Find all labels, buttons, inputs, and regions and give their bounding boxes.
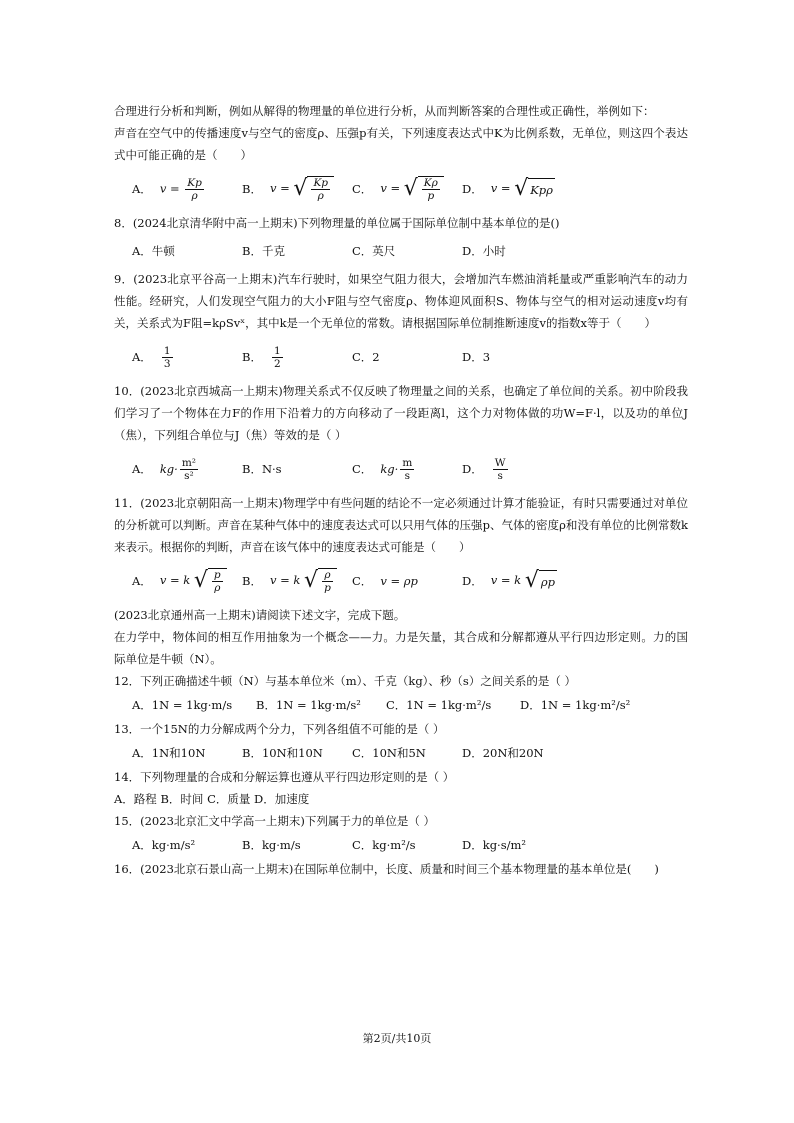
fraction: $\frac{m}{s}$ [402, 456, 413, 482]
q8-option-c[interactable]: C．英尺 [352, 244, 396, 258]
q9-option-d[interactable]: D．3 [462, 350, 491, 364]
fraction: $\frac{\text{m²}}{\text{s²}}$ [181, 456, 196, 482]
q9-option-c[interactable]: C．2 [352, 350, 380, 364]
question-8: 8．(2024北京清华附中高一上期末)下列物理量的单位属于国际单位制中基本单位的是() [114, 216, 560, 230]
q11-option-d[interactable]: D． v = k √ ρp [462, 568, 555, 594]
q10-option-a[interactable]: A． kg· $\frac{\text{m²}}{\text{s²}}$ [132, 456, 196, 482]
q12-option-a[interactable]: A．1N = 1kg·m/s [132, 698, 233, 712]
question-16: 16．(2023北京石景山高一上期末)在国际单位制中，长度、质量和时间三个基本物理量的基本单位是( ) [114, 862, 659, 876]
intro-option-d[interactable]: D． v = √ Kpρ [462, 176, 553, 202]
q15-option-a[interactable]: A．kg·m/s² [132, 838, 196, 852]
q8-options [132, 238, 688, 264]
intro-option-a[interactable]: A． v = $\frac{Kp}{\rho}$ [132, 177, 242, 202]
q8-option-b[interactable]: B．千克 [242, 244, 285, 258]
q12-option-b[interactable]: B．1N = 1kg·m/s² [256, 698, 361, 712]
q13-options [132, 740, 688, 766]
q10-option-d[interactable]: D． $\frac{W}{s}$ [462, 456, 506, 482]
q13-option-b[interactable]: B．10N和10N [242, 746, 323, 760]
intro-options [132, 170, 688, 208]
intro-question: 声音在空气中的传播速度v与空气的密度ρ、压强p有关，下列速度表达式中K为比例系数，无单位，则这四个表达式中可能正确的是（ ） [114, 126, 688, 162]
intro-option-b[interactable]: B． v = √ $\frac{Kp}{\rho}$ [242, 176, 352, 202]
q9-option-a[interactable]: A． $\frac{1}{3}$ [132, 344, 171, 370]
q9-options [132, 338, 688, 376]
question-14: 14．下列物理量的合成和分解运算也遵从平行四边形定则的是（ ） [114, 770, 455, 784]
question-9: 9．(2023北京平谷高一上期末)汽车行驶时，如果空气阻力很大，会增加汽车燃油消耗量或严重影响汽车的动力性能。经研究，人们发现空气阻力的大小F阻与空气密度ρ、物体迎风面积S、物体与空气的相对运动速度v均有关，关系式为F阻=kρSvˣ，其中k是一个无单位的常数。请根据国际单位制推断速度v的指数x等于（ ） [114, 272, 688, 330]
fraction: $\frac{1}{3}$ [163, 344, 171, 370]
q8-option-d[interactable]: D．小时 [462, 244, 506, 258]
q12-options [132, 692, 688, 718]
formula-d: v = k √ ρp [490, 568, 555, 594]
fraction: $\frac{W}{s}$ [494, 456, 506, 482]
q15-option-d[interactable]: D．kg·s/m² [462, 838, 526, 852]
q9-option-b[interactable]: B． $\frac{1}{2}$ [242, 344, 281, 370]
formula-b: v = √ $\frac{Kp}{\rho}$ [270, 176, 334, 202]
question-13: 13．一个15N的力分解成两个分力，下列各组值不可能的是（ ） [114, 722, 445, 736]
question-12: 12．下列正确描述牛顿（N）与基本单位米（m）、千克（kg）、秒（s）之间关系的是（ ） [114, 674, 576, 688]
q8-option-a[interactable]: A．牛顿 [132, 244, 175, 258]
q11-option-c[interactable]: C． v = ρp [352, 570, 462, 592]
q11-options [132, 562, 688, 600]
formula-a: v = k √ $\frac{p}{\rho}$ [160, 568, 227, 594]
q15-option-c[interactable]: C．kg·m²/s [352, 838, 416, 852]
question-10: 10．(2023北京西城高一上期末)物理关系式不仅反映了物理量之间的关系，也确定了单位间的关系。初中阶段我们学习了一个物体在力F的作用下沿着力的方向移动了一段距离l，这个力对物体做的功W=F·l，以及功的单位J（焦），下列组合单位与J（焦）等效的是（ ） [114, 384, 688, 442]
intro-option-c[interactable]: C． v = √ $\frac{K\rho}{p}$ [352, 176, 462, 202]
passage-intro: (2023北京通州高一上期末)请阅读下述文字，完成下题。 [114, 608, 406, 622]
q13-option-c[interactable]: C．10N和5N [352, 746, 426, 760]
q10-options [132, 450, 688, 488]
q12-option-d[interactable]: D．1N = 1kg·m²/s² [520, 698, 631, 712]
q13-option-d[interactable]: D．20N和20N [462, 746, 544, 760]
q15-options [132, 832, 688, 858]
question-11: 11．(2023北京朝阳高一上期末)物理学中有些问题的结论不一定必须通过计算才能验证，有时只需要通过对单位的分析就可以判断。声音在某种气体中的速度表达式可以只用气体的压强p、气体的密度ρ和没有单位的比例常数k来表示。根据你的判断，声音在该气体中的速度表达式可能是（ ） [114, 496, 688, 554]
q13-option-a[interactable]: A．1N和10N [132, 746, 206, 760]
q10-option-b[interactable]: B．N·s [242, 462, 282, 476]
intro-line1: 合理进行分析和判断，例如从解得的物理量的单位进行分析，从而判断答案的合理性或正确性，举例如下： [114, 104, 655, 118]
page-content [114, 100, 688, 880]
q15-option-b[interactable]: B．kg·m/s [242, 838, 301, 852]
q11-option-b[interactable]: B． v = k √ $\frac{\rho}{p}$ [242, 568, 352, 594]
q11-option-a[interactable]: A． v = k √ $\frac{p}{\rho}$ [132, 568, 242, 594]
formula-d: v = √ Kpρ [490, 176, 553, 202]
formula-c: v = ρp [380, 574, 418, 588]
page-footer: 第2页/共10页 [362, 1032, 432, 1045]
fraction: $\frac{1}{2}$ [273, 344, 281, 370]
passage-text: 在力学中，物体间的相互作用抽象为一个概念——力。力是矢量，其合成和分解都遵从平行四边形定则。力的国际单位是牛顿（N）。 [114, 630, 688, 666]
q10-option-c[interactable]: C． kg· $\frac{m}{s}$ [352, 456, 413, 482]
formula-c: v = √ $\frac{K\rho}{p}$ [380, 176, 444, 202]
q14-options[interactable]: A．路程 B．时间 C．质量 D．加速度 [114, 792, 310, 806]
question-15: 15．(2023北京汇文中学高一上期末)下列属于力的单位是（ ） [114, 814, 436, 828]
formula-a: v = $\frac{Kp}{\rho}$ [159, 176, 202, 202]
q12-option-c[interactable]: C．1N = 1kg·m²/s [386, 698, 492, 712]
formula-b: v = k √ $\frac{\rho}{p}$ [270, 568, 337, 594]
